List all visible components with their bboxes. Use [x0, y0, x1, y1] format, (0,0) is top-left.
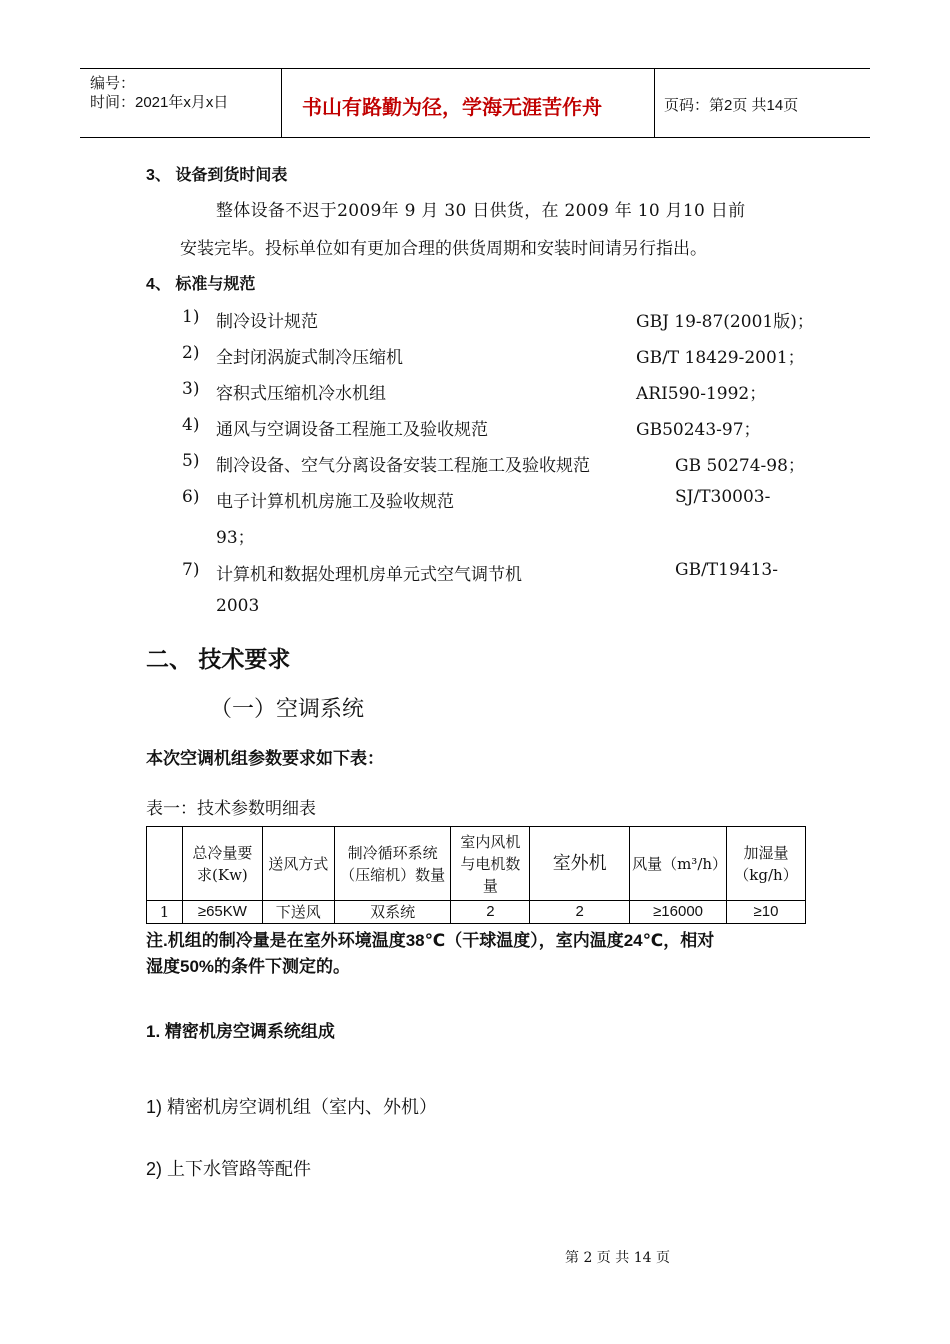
table-cell: 双系统 — [334, 901, 451, 924]
section-heading: 4、 标准与规范 — [146, 276, 256, 293]
paragraph-line: 安装完毕。投标单位如有更加合理的供货周期和安装时间请另行指出。 — [180, 239, 707, 259]
table-header-row — [147, 827, 806, 901]
standard-number: 5) — [182, 451, 200, 471]
table-note: 湿度50%的条件下测定的。 — [146, 957, 351, 976]
table-cell: 2 — [530, 901, 630, 924]
table-cell: ≥16000 — [630, 901, 727, 924]
table-cell: 2 — [451, 901, 530, 924]
table-header-cell: 送风方式 — [262, 827, 334, 901]
table-header-cell — [147, 827, 183, 901]
standard-name: 电子计算机机房施工及验收规范 — [216, 492, 454, 512]
list-item: 2) 上下水管路等配件 — [146, 1159, 312, 1179]
standard-code: GB/T19413- — [675, 560, 778, 580]
chapter-heading: 二、 技术要求 — [146, 646, 291, 672]
table-cell: 1 — [147, 901, 183, 924]
standard-code: GBJ 19-87(2001版)； — [636, 312, 814, 332]
params-table — [146, 826, 806, 924]
standard-number: 1) — [182, 307, 200, 327]
standard-number: 3) — [182, 379, 200, 399]
standard-name: 制冷设备、空气分离设备安装工程施工及验收规范 — [216, 456, 590, 476]
table-cell: 下送风 — [262, 901, 334, 924]
standard-number: 4) — [182, 415, 200, 435]
table-header-cell: 总冷量要求(Kw) — [182, 827, 262, 901]
table-header-cell: 风量（m³/h） — [630, 827, 727, 901]
paragraph-line: 整体设备不迟于2009年 9 月 30 日供货，在 2009 年 10 月10 日前 — [216, 201, 746, 221]
table-header-cell: 加湿量（kg/h） — [727, 827, 806, 901]
header-motto: 书山有路勤为径，学海无涯苦作舟 — [302, 97, 602, 119]
page-footer: 第 2 页 共 14 页 — [565, 1250, 670, 1266]
header-divider — [281, 69, 282, 137]
standard-code: SJ/T30003- — [675, 487, 771, 507]
table-row — [147, 901, 806, 924]
header-page-info: 页码：第2页 共14页 — [664, 97, 799, 114]
standard-name: 计算机和数据处理机房单元式空气调节机 — [216, 565, 522, 585]
subsection-heading: 1. 精密机房空调系统组成 — [146, 1022, 335, 1041]
standard-number: 6) — [182, 487, 200, 507]
standard-name: 容积式压缩机冷水机组 — [216, 384, 386, 404]
table-header-cell: 制冷循环系统（压缩机）数量 — [334, 827, 451, 901]
doc-time-label: 时间：2021年x月x日 — [90, 94, 229, 111]
table-note: 注.机组的制冷量是在室外环境温度38℃（干球温度），室内温度24℃，相对 — [146, 931, 715, 950]
table-cell: ≥10 — [727, 901, 806, 924]
table-header-cell: 室内风机与电机数量 — [451, 827, 530, 901]
doc-number-label: 编号： — [90, 75, 136, 92]
standard-code-continued: 93； — [216, 528, 255, 548]
list-item: 1) 精密机房空调机组（室内、外机） — [146, 1097, 438, 1117]
subchapter-heading: （一）空调系统 — [210, 696, 365, 721]
page-header — [80, 68, 870, 138]
standard-name: 通风与空调设备工程施工及验收规范 — [216, 420, 488, 440]
table-header-cell: 室外机 — [530, 827, 630, 901]
table-caption: 表一：技术参数明细表 — [146, 799, 316, 819]
standard-number: 7) — [182, 560, 200, 580]
standard-number: 2) — [182, 343, 200, 363]
standard-code: GB 50274-98； — [675, 456, 805, 476]
standard-name: 全封闭涡旋式制冷压缩机 — [216, 348, 403, 368]
section-heading: 3、 设备到货时间表 — [146, 167, 288, 184]
table-intro: 本次空调机组参数要求如下表： — [146, 749, 384, 768]
standard-code: GB/T 18429-2001； — [636, 348, 805, 368]
header-divider — [654, 69, 655, 137]
standard-code-continued: 2003 — [216, 596, 260, 616]
standard-code: GB50243-97； — [636, 420, 761, 440]
standard-name: 制冷设计规范 — [216, 312, 318, 332]
table-cell: ≥65KW — [182, 901, 262, 924]
standard-code: ARI590-1992； — [636, 384, 767, 404]
